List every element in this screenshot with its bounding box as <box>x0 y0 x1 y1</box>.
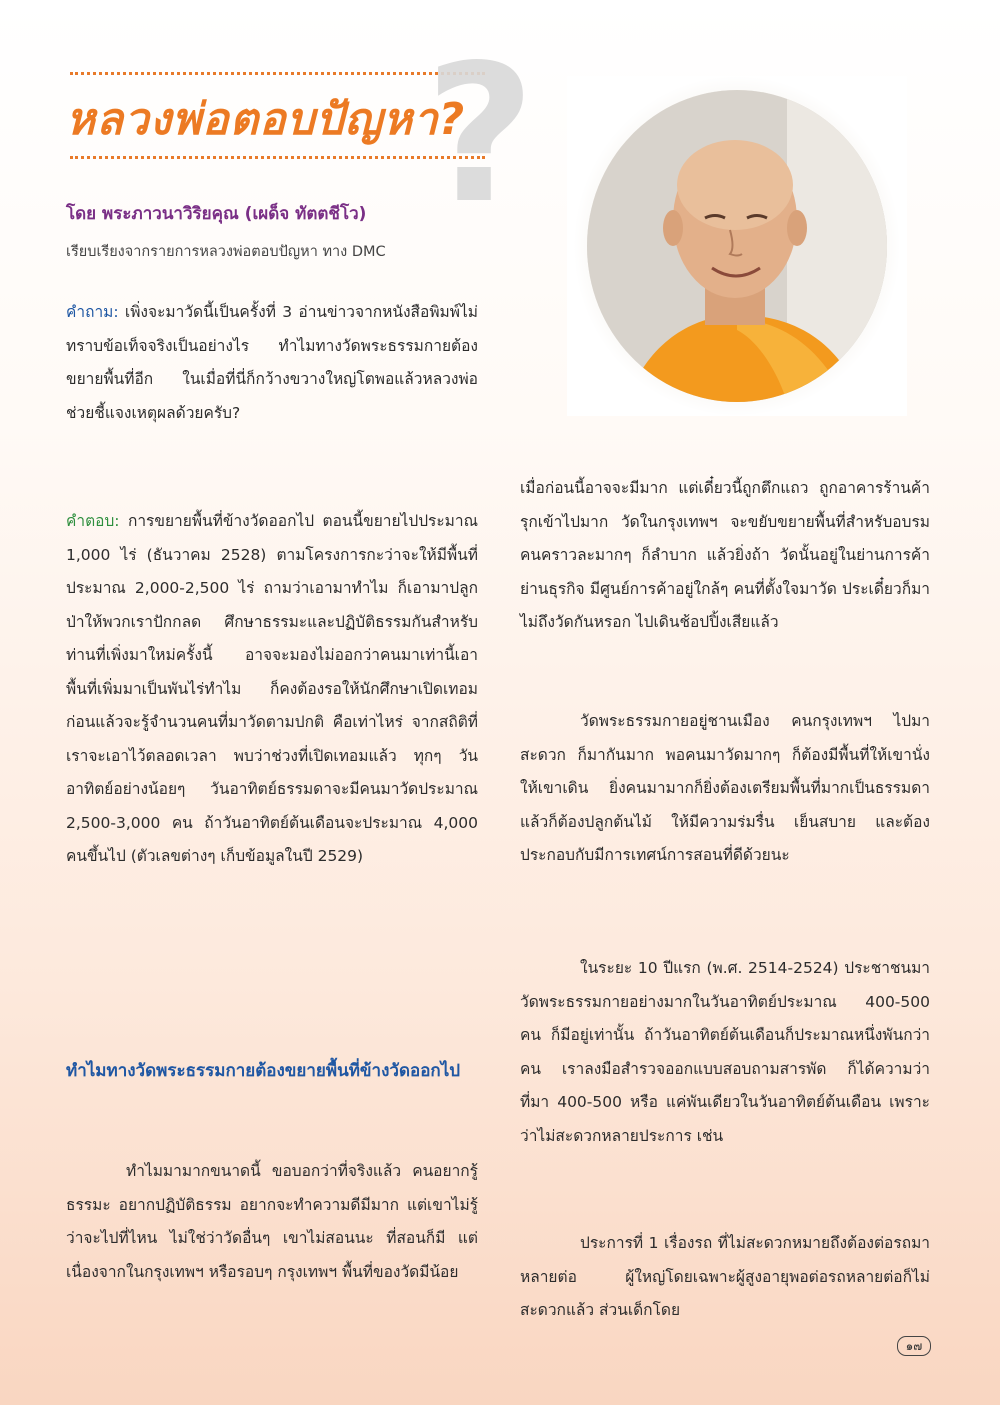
source-credit: เรียบเรียงจากรายการหลวงพ่อตอบปัญหา ทาง DMC <box>66 244 386 260</box>
question-label: คำถาม: <box>66 303 119 321</box>
bottom-dotted-rule <box>70 156 485 159</box>
answer-text: การขยายพื้นที่ข้างวัดออกไป ตอนนี้ขยายไปประมาณ 1,000 ไร่ (ธันวาคม 2528) ตามโครงการกะว่าจะให้มีพื้นที่ประมาณ 2,000-2,500 ไร่ ถามว่าเอามาทำไม ก็เอามาปลูกป่าให้พวกเราปักกลด ศึกษาธรรมะและปฏิบัติธรรมกันสำหรับท่านที่เพิ่งมาใหม่ครั้งนี้ อาจจะมองไม่ออกว่าคนมาเท่านี้เอาพื้นที่เพิ่มมาเป็นพันไร่ทำไม ก็คงต้องรอให้นักศึกษาเปิดเทอม ก่อนแล้วจะรู้จำนวนคนที่มาวัดตามปกติ คือเท่าไหร่ จากสถิติที่เราจะเอาไว้ตลอดเวลา พบว่าช่วงที่เปิดเทอมแล้ว ทุกๆ วันอาทิตย์อย่างน้อยๆ วันอาทิตย์ธรรมดาจะมีคนมาวัดประมาณ 2,500-3,000 คน ถ้าวันอาทิตย์ต้นเดือนจะประมาณ 4,000 คนขึ้นไป (ตัวเลขต่างๆ เก็บข้อมูลในปี 2529) <box>66 512 478 865</box>
answer-label: คำตอบ: <box>66 512 120 530</box>
left-closing-paragraph: ทำไมมามากขนาดนี้ ขอบอกว่าที่จริงแล้ว คนอยากรู้ธรรมะ อยากปฏิบัติธรรม อยากจะทำความดีมีมาก แต่เขาไม่รู้ว่าจะไปที่ไหน ไม่ใช่ว่าวัดอื่นๆ เขาไม่สอนนะ ที่สอนก็มี แต่เนื่องจากในกรุงเทพฯ หรือรอบๆ กรุงเทพฯ พื้นที่ของวัดมีน้อย <box>66 1162 478 1281</box>
right-paragraph-1: เมื่อก่อนนี้อาจจะมีมาก แต่เดี๋ยวนี้ถูกตึกแถว ถูกอาคารร้านค้ารุกเข้าไปมาก วัดในกรุงเทพฯ จะขยับขยายพื้นที่สำหรับอบรมคนคราวละมากๆ ก็ลำบาก แล้วยิ่งถ้า วัดนั้นอยู่ในย่านการค้า ย่านธุรกิจ มีศูนย์การค้าอยู่ใกล้ๆ คนที่ตั้งใจมาวัด ประเดี๋ยวก็มาไม่ถึงวัดกันหรอก ไปเดินช้อปปิ้งเสียแล้ว <box>520 479 930 631</box>
section-heading: ทำไมทางวัดพระธรรมกายต้องขยายพื้นที่ข้างวัดออกไป <box>66 1061 461 1081</box>
right-paragraph-3: ในระยะ 10 ปีแรก (พ.ศ. 2514-2524) ประชาชนมาวัดพระธรรมกายอย่างมากในวันอาทิตย์ประมาณ 400-500 คน ก็มีอยู่เท่านั้น ถ้าวันอาทิตย์ต้นเดือนก็ประมาณหนึ่งพันกว่าคน เราลงมือสำรวจออกแบบสอบถามสารพัด ก็ได้ความว่า ที่มา 400-500 หรือ แค่พันเดียวในวันอาทิตย์ต้นเดือน เพราะว่าไม่สะดวกหลายประการ เช่น <box>520 959 930 1145</box>
page-title: หลวงพ่อตอบปัญหา? <box>66 94 466 145</box>
right-paragraph-2: วัดพระธรรมกายอยู่ชานเมือง คนกรุงเทพฯ ไปมาสะดวก ก็มากันมาก พอคนมาวัดมากๆ ก็ต้องมีพื้นที่ให้เขานั่ง ให้เขาเดิน ยิ่งคนมามากก็ยิ่งต้องเตรียมพื้นที่มากเป็นธรรมดา แล้วก็ต้องปลูกต้นไม้ ให้มีความร่มรื่น เย็นสบาย และต้องประกอบกับมีการเทศน์การสอนที่ดีด้วยนะ <box>520 712 930 864</box>
author-byline: โดย พระภาวนาวิริยคุณ (เผด็จ ทัตตชีโว) <box>66 204 367 224</box>
right-paragraph-4: ประการที่ 1 เรื่องรถ ที่ไม่สะดวกหมายถึงต้องต่อรถมาหลายต่อ ผู้ใหญ่โดยเฉพาะผู้สูงอายุพอต่อรถหลายต่อก็ไม่สะดวกแล้ว ส่วนเด็กโดย <box>520 1234 930 1319</box>
answer-paragraph <box>66 505 478 874</box>
monk-portrait <box>587 90 887 402</box>
question-mark-graphic: ? <box>425 24 536 245</box>
top-dotted-rule <box>70 72 485 75</box>
question-text: เพิ่งจะมาวัดนี้เป็นครั้งที่ 3 อ่านข่าวจากหนังสือพิมพ์ไม่ทราบข้อเท็จจริงเป็นอย่างไร ทำไมทางวัดพระธรรมกายต้องขยายพื้นที่อีก ในเมื่อที่นี่ก็กว้างขวางใหญ่โตพอแล้วหลวงพ่อช่วยชี้แจงเหตุผลด้วยครับ? <box>66 303 478 422</box>
page-number: ๑๗ <box>897 1336 931 1356</box>
question-paragraph <box>66 296 478 430</box>
